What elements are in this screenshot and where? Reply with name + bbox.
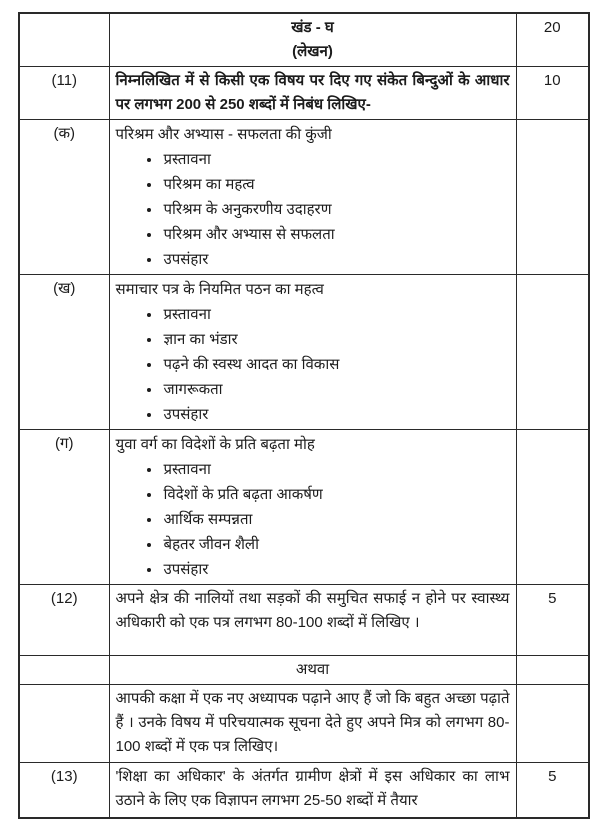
table-row-q11 <box>19 67 589 120</box>
topic-a-bullet-list <box>116 147 510 272</box>
bullet-item: • जागरूकता <box>162 377 510 402</box>
question-number-cell-empty <box>19 13 109 67</box>
bullet-item: • विदेशों के प्रति बढ़ता आकर्षण <box>162 482 510 507</box>
bullet-item: • उपसंहार <box>162 402 510 427</box>
bullet-item: • परिश्रम के अनुकरणीय उदाहरण <box>162 197 510 222</box>
section-marks: 20 <box>516 13 589 67</box>
bullet-item: • प्रस्तावना <box>162 147 510 172</box>
topic-b-title: समाचार पत्र के नियमित पठन का महत्व <box>115 281 324 298</box>
table-row-q12 <box>19 585 589 656</box>
question-number-q13: (13) <box>19 763 109 818</box>
question-number-topic-c: (ग) <box>19 430 109 585</box>
table-row-or-separator <box>19 656 589 685</box>
table-row-section-header <box>19 13 589 67</box>
bullet-item: • परिश्रम का महत्व <box>162 172 510 197</box>
topic-a-title: परिश्रम और अभ्यास - सफलता की कुंजी <box>115 126 332 143</box>
bullet-item: • परिश्रम और अभ्यास से सफलता <box>162 222 510 247</box>
bullet-item: • प्रस्तावना <box>162 302 510 327</box>
question-paper-table <box>18 12 590 819</box>
topic-c-marks-empty <box>516 430 589 585</box>
bullet-item: • उपसंहार <box>162 247 510 272</box>
section-subtitle: (लेखन) <box>292 43 333 60</box>
or-row-number-empty <box>19 656 109 685</box>
bullet-item: • उपसंहार <box>162 557 510 582</box>
question-number-q11: (11) <box>19 67 109 120</box>
q12-marks: 5 <box>516 585 589 656</box>
question-number-topic-b: (ख) <box>19 275 109 430</box>
question-number-q12: (12) <box>19 585 109 656</box>
bullet-item: • प्रस्तावना <box>162 457 510 482</box>
table-row-topic-c <box>19 430 589 585</box>
bullet-item: • बेहतर जीवन शैली <box>162 532 510 557</box>
q11-marks: 10 <box>516 67 589 120</box>
topic-b-bullet-list <box>116 302 510 427</box>
topic-c-title: युवा वर्ग का विदेशों के प्रति बढ़ता मोह <box>115 436 315 453</box>
topic-b-marks-empty <box>516 275 589 430</box>
q12-alt-number-empty <box>19 685 109 763</box>
q12-alternative-text: आपकी कक्षा में एक नए अध्यापक पढ़ाने आए हैं जो कि बहुत अच्छा पढ़ाते हैं । उनके विषय में परिचयात्मक सूचना देते हुए अपने मित्र को लगभग 80-100 शब्दों में एक पत्र लिखिए। <box>109 685 516 763</box>
table-row-q13 <box>19 763 589 818</box>
topic-c-bullet-list <box>116 457 510 582</box>
or-row-marks-empty <box>516 656 589 685</box>
table-row-topic-a <box>19 120 589 275</box>
bullet-item: • पढ़ने की स्वस्थ आदत का विकास <box>162 352 510 377</box>
q13-question-text: 'शिक्षा का अधिकार' के अंतर्गत ग्रामीण क्षेत्रों में इस अधिकार का लाभ उठाने के लिए एक विज्ञापन लगभग 25-50 शब्दों में तैयार <box>109 763 516 818</box>
q12-question-text: अपने क्षेत्र की नालियों तथा सड़कों की समुचित सफाई न होने पर स्वास्थ्य अधिकारी को एक पत्र लगभग 80-100 शब्दों में लिखिए । <box>109 585 516 656</box>
or-separator-label: अथवा <box>109 656 516 685</box>
question-number-topic-a: (क) <box>19 120 109 275</box>
table-row-q12-alternative <box>19 685 589 763</box>
q13-marks: 5 <box>516 763 589 818</box>
table-row-topic-b <box>19 275 589 430</box>
bullet-item: • ज्ञान का भंडार <box>162 327 510 352</box>
section-title: खंड - घ <box>291 19 334 36</box>
q11-instruction-text: निम्नलिखित में से किसी एक विषय पर दिए गए संकेत बिन्दुओं के आधार पर लगभग 200 से 250 शब्दों में निबंध लिखिए- <box>109 67 516 120</box>
q12-alt-marks-empty <box>516 685 589 763</box>
bullet-item: • आर्थिक सम्पन्नता <box>162 507 510 532</box>
topic-a-marks-empty <box>516 120 589 275</box>
